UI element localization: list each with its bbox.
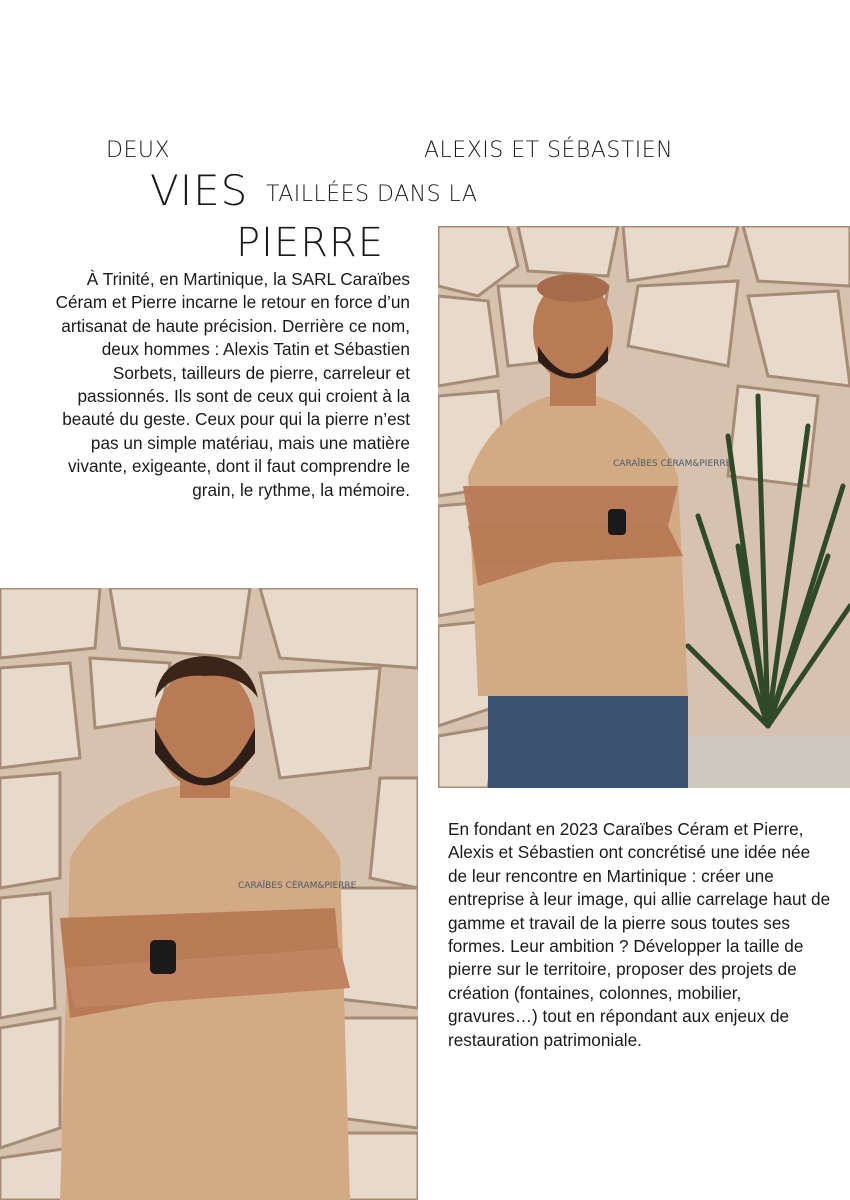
photo-man-bearded-illustration [0, 588, 418, 1200]
shirt-logo-right: CARAÏBES CÉRAM&PIERRE [613, 459, 732, 469]
intro-paragraph: À Trinité, en Martinique, la SARL Caraïbes Céram et Pierre incarne le retour en force d’un artisanat de haute précision. Derrière ce nom, deux hommes : Alexis Tatin et Sébastien Sorbets, tailleurs de pierre, carreleur et passionnés. Ils sont de ceux qui croient à la beauté du geste. Ceux pour qui la pierre n’est pas un simple matériau, mais une matière vivante, exigeante, dont il faut comprendre le grain, le rythme, la mémoire. [55, 269, 410, 500]
title-word-pierre: PIERRE [236, 220, 385, 266]
title-word-vies: VIES [150, 166, 249, 215]
title-word-deux: DEUX [106, 138, 171, 163]
title-taillees: TAILLÉES DANS LA [266, 182, 478, 207]
body-paragraph: En fondant en 2023 Caraïbes Céram et Pierre, Alexis et Sébastien ont concrétisé une idée née de leur rencontre en Martinique : créer une entreprise à leur image, qui allie carrelage haut de gamme et travail de la pierre sous toutes ses formes. Leur ambition ? Développer la taille de pierre sur le territoire, proposer des projets de création (fontaines, colonnes, mobilier, gravures…) tout en répondant aux enjeux de restauration patrimoniale. [448, 819, 831, 1050]
photo-man-bearded [0, 588, 418, 1200]
photo-man-bald-illustration [438, 226, 850, 788]
shirt-logo-left: CARAÏBES CÉRAM&PIERRE [238, 881, 357, 891]
photo-man-bald [438, 226, 850, 788]
title-names: ALEXIS ET SÉBASTIEN [424, 138, 674, 163]
